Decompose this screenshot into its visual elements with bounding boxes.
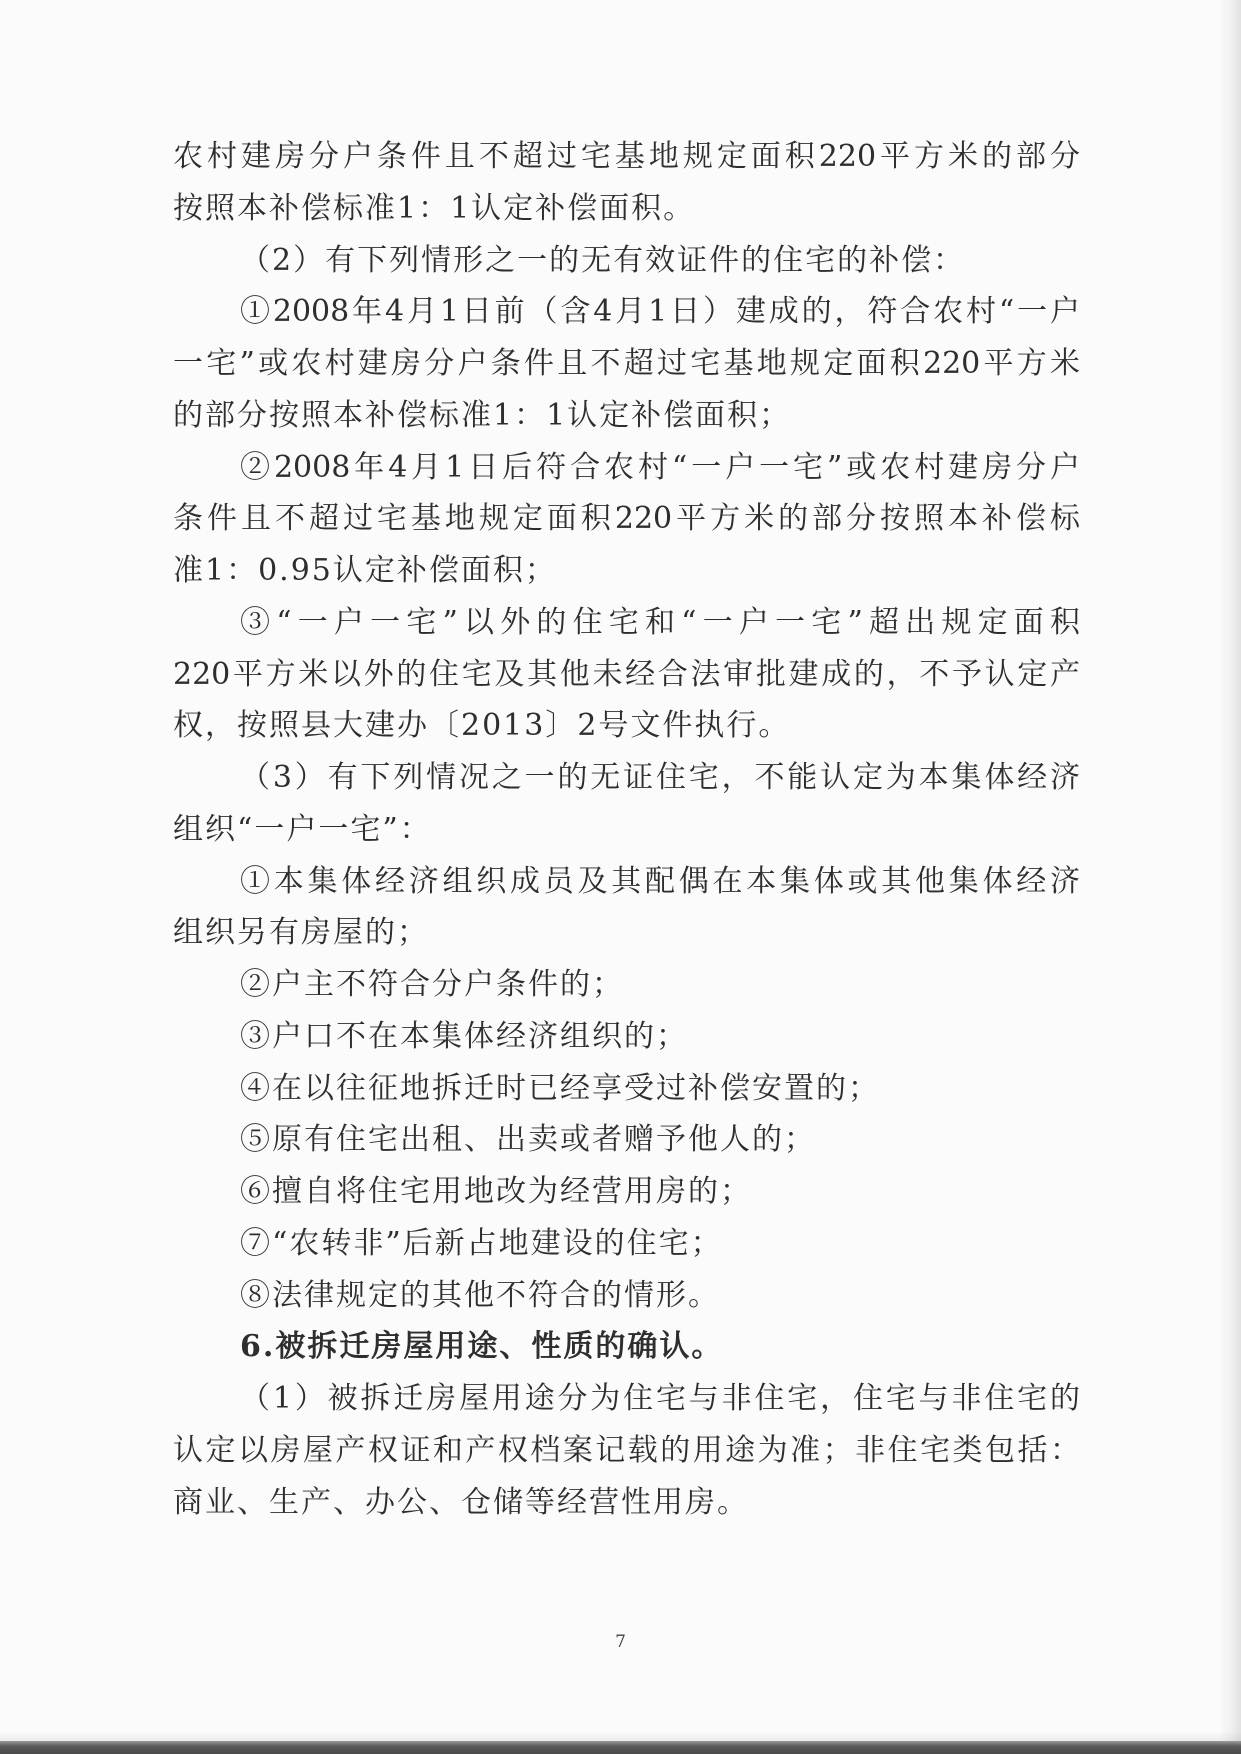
paragraph: [173, 1063, 1080, 1115]
text-line: ④在以往征地拆迁时已经享受过补偿安置的；: [240, 1070, 880, 1106]
body-text: [173, 131, 1080, 1528]
paragraph: [173, 1270, 1080, 1322]
scan-edge-right: [1219, 0, 1241, 1754]
text-line: 认定以房屋产权证和产权档案记载的用途为准；非住宅类包括：: [173, 1432, 1080, 1468]
text-line: ⑦“农转非”后新占地建设的住宅；: [240, 1225, 723, 1261]
paragraph: [173, 442, 1080, 597]
text-line: （2）有下列情形之一的无有效证件的住宅的补偿：: [240, 242, 966, 278]
text-line: ①2008年4月1日前（含4月1日）建成的，符合农村“一户: [240, 294, 1080, 330]
paragraph: [173, 752, 1080, 856]
paragraph: [173, 131, 1080, 235]
text-line: 的部分按照本补偿标准1：1认定补偿面积；: [173, 397, 792, 433]
paragraph: [173, 1114, 1080, 1166]
text-line: 权，按照县大建办〔2013〕2号文件执行。: [173, 708, 791, 744]
section-heading-text: 6.被拆迁房屋用途、性质的确认。: [240, 1329, 724, 1365]
paragraph: [173, 856, 1080, 960]
paragraph: [173, 1011, 1080, 1063]
scan-edge-bottom: [0, 1741, 1241, 1754]
scan-edge-shadow: [0, 1731, 1241, 1741]
text-line: 组织“一户一宅”：: [173, 811, 432, 847]
text-line: （1）被拆迁房屋用途分为住宅与非住宅，住宅与非住宅的: [240, 1381, 1080, 1416]
paragraph: [173, 1218, 1080, 1270]
text-line: ⑤原有住宅出租、出卖或者赠予他人的；: [240, 1122, 816, 1158]
text-line: （3）有下列情况之一的无证住宅，不能认定为本集体经济: [240, 760, 1080, 795]
text-line: 商业、生产、办公、仓储等经营性用房。: [173, 1484, 749, 1520]
paragraph: [173, 286, 1080, 441]
text-line: 准1：0.95认定补偿面积；: [173, 553, 557, 588]
text-line: ⑧法律规定的其他不符合的情形。: [240, 1277, 720, 1313]
page-number: 7: [615, 1632, 626, 1652]
text-line: ③户口不在本集体经济组织的；: [240, 1018, 688, 1054]
paragraph: [173, 597, 1080, 752]
text-line: 组织另有房屋的；: [173, 915, 429, 951]
text-line: 一宅”或农村建房分户条件且不超过宅基地规定面积220平方米: [173, 346, 1080, 381]
paragraph: [173, 959, 1080, 1011]
text-line: 农村建房分户条件且不超过宅基地规定面积220平方米的部分: [173, 139, 1080, 174]
paragraph: [173, 1373, 1080, 1528]
text-line: ②户主不符合分户条件的；: [240, 967, 624, 1002]
section-heading: [173, 1321, 1080, 1373]
text-line: ②2008年4月1日后符合农村“一户一宅”或农村建房分户: [240, 449, 1080, 485]
text-line: 220平方米以外的住宅及其他未经合法审批建成的，不予认定产: [173, 656, 1080, 692]
text-line: 条件且不超过宅基地规定面积220平方米的部分按照本补偿标: [173, 501, 1080, 537]
paragraph: [173, 235, 1080, 287]
text-line: ③“一户一宅”以外的住宅和“一户一宅”超出规定面积: [240, 604, 1080, 640]
paragraph: [173, 1166, 1080, 1218]
text-line: ⑥擅自将住宅用地改为经营用房的；: [240, 1174, 752, 1209]
text-line: 按照本补偿标准1：1认定补偿面积。: [173, 190, 696, 226]
text-line: ①本集体经济组织成员及其配偶在本集体或其他集体经济: [240, 863, 1080, 899]
